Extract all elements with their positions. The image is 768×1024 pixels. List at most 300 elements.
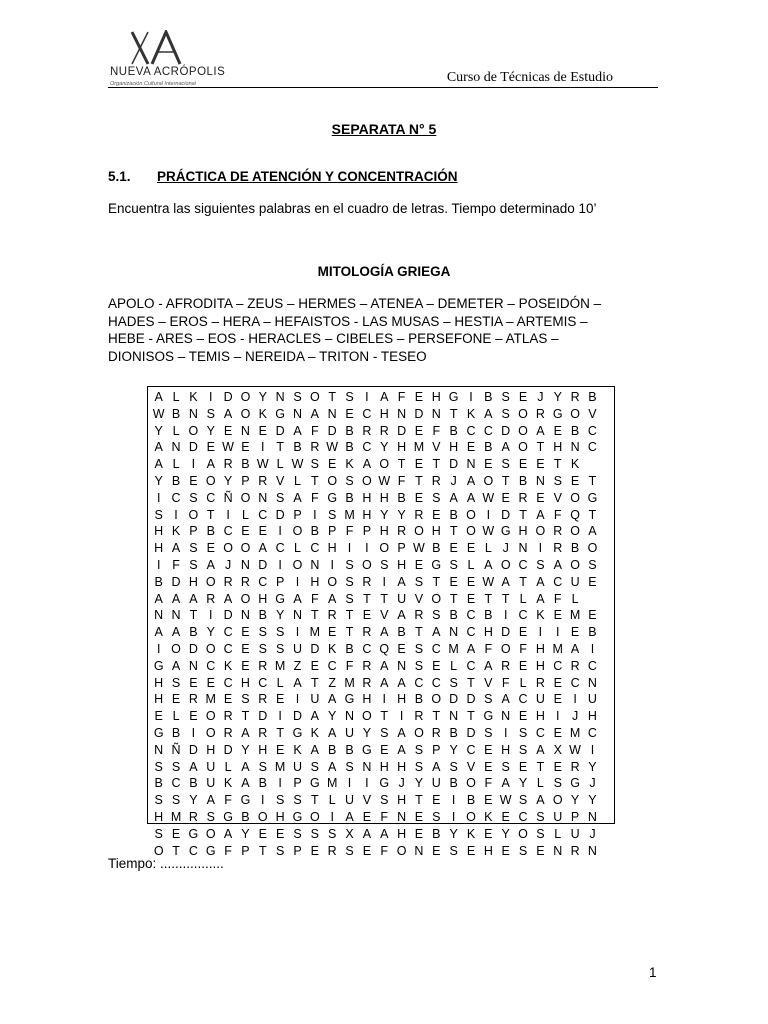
- grid-letter: A: [328, 726, 337, 740]
- grid-letter: T: [484, 591, 493, 606]
- grid-letter: H: [397, 826, 407, 841]
- grid-letter: F: [397, 390, 406, 404]
- grid-letter: V: [553, 490, 562, 505]
- grid-letter: H: [258, 591, 268, 606]
- grid-letter: K: [293, 742, 302, 757]
- grid-letter: E: [275, 692, 285, 707]
- grid-letter: S: [518, 793, 528, 808]
- grid-letter: E: [536, 843, 545, 858]
- grid-letter: O: [500, 642, 511, 656]
- grid-letter: T: [380, 709, 389, 724]
- grid-letter: L: [224, 759, 232, 774]
- grid-letter: E: [518, 625, 528, 640]
- grid-letter: S: [484, 692, 493, 707]
- grid-letter: E: [588, 574, 597, 589]
- grid-letter: G: [431, 558, 442, 572]
- grid-letter: E: [432, 658, 441, 673]
- grid-letter: E: [553, 423, 562, 438]
- grid-letter: E: [414, 810, 424, 824]
- grid-letter: N: [171, 440, 181, 455]
- grid-letter: D: [223, 742, 233, 757]
- grid-letter: E: [501, 490, 510, 505]
- grid-letter: C: [466, 625, 476, 640]
- grid-letter: E: [414, 423, 424, 438]
- grid-letter: O: [466, 524, 476, 539]
- grid-letter: D: [449, 457, 459, 472]
- grid-letter: P: [189, 524, 198, 539]
- word-list-line: HADES – EROS – HERA – HEFAISTOS - LAS MUSAS – HESTIA – ARTEMIS –: [108, 313, 588, 329]
- grid-letter: H: [362, 507, 372, 522]
- grid-letter: B: [449, 726, 458, 740]
- grid-letter: A: [293, 490, 302, 505]
- grid-letter: B: [189, 776, 198, 791]
- grid-letter: Y: [206, 625, 215, 640]
- grid-letter: B: [449, 776, 458, 791]
- grid-letter: G: [587, 490, 598, 505]
- grid-letter: O: [205, 709, 216, 724]
- grid-letter: S: [414, 658, 424, 673]
- grid-letter: S: [206, 810, 215, 824]
- grid-letter: C: [206, 658, 216, 673]
- grid-letter: E: [241, 658, 250, 673]
- grid-letter: I: [365, 390, 369, 404]
- grid-letter: B: [432, 541, 441, 556]
- grid-letter: G: [448, 390, 459, 404]
- grid-letter: I: [226, 507, 230, 522]
- grid-letter: M: [413, 440, 425, 455]
- grid-letter: I: [261, 440, 265, 455]
- grid-letter: T: [363, 591, 371, 606]
- grid-letter: I: [347, 541, 352, 556]
- grid-letter: S: [241, 692, 250, 707]
- grid-letter: T: [449, 524, 458, 539]
- grid-letter: U: [292, 642, 302, 656]
- grid-letter: T: [415, 793, 423, 808]
- grid-letter: A: [484, 558, 493, 572]
- grid-letter: B: [345, 742, 354, 757]
- grid-letter: T: [519, 507, 527, 522]
- grid-letter: R: [431, 474, 441, 488]
- grid-letter: S: [414, 742, 424, 757]
- grid-letter: R: [310, 440, 320, 455]
- word-list-line: HEBE - ARES – EOS - HERACLES – CIBELES – PERSEFONE – ATLAS –: [108, 331, 559, 346]
- grid-letter: O: [518, 406, 528, 421]
- grid-letter: A: [536, 591, 545, 606]
- grid-letter: I: [451, 793, 456, 808]
- time-field: Tiempo: .................: [108, 856, 224, 871]
- grid-letter: D: [501, 625, 511, 640]
- grid-letter: H: [449, 440, 459, 455]
- grid-letter: A: [241, 759, 250, 774]
- grid-letter: M: [274, 658, 286, 673]
- grid-letter: I: [556, 625, 560, 640]
- grid-letter: Y: [223, 474, 233, 488]
- grid-letter: H: [535, 642, 545, 656]
- nueva-acropolis-logo: [108, 30, 238, 100]
- grid-letter: H: [501, 742, 511, 757]
- grid-letter: A: [397, 742, 406, 757]
- grid-letter: E: [241, 642, 250, 656]
- grid-letter: T: [397, 457, 406, 472]
- grid-letter: W: [413, 541, 425, 556]
- grid-letter: K: [223, 776, 233, 791]
- grid-letter: T: [345, 608, 354, 623]
- grid-letter: T: [345, 625, 354, 640]
- grid-letter: N: [397, 406, 407, 421]
- grid-letter: R: [553, 524, 563, 539]
- grid-letter: V: [432, 440, 441, 455]
- grid-letter: L: [328, 793, 336, 808]
- grid-letter: E: [466, 843, 476, 858]
- grid-letter: B: [484, 608, 493, 623]
- grid-letter: R: [535, 675, 545, 690]
- grid-letter: N: [188, 658, 198, 673]
- grid-letter: H: [535, 709, 545, 724]
- grid-letter: T: [536, 440, 545, 455]
- grid-letter: U: [570, 826, 580, 841]
- grid-letter: E: [275, 826, 285, 841]
- grid-letter: I: [556, 709, 560, 724]
- grid-letter: E: [553, 608, 562, 623]
- grid-letter: T: [276, 726, 284, 740]
- grid-letter: B: [345, 490, 354, 505]
- grid-letter: D: [449, 692, 459, 707]
- grid-letter: N: [397, 658, 407, 673]
- grid-letter: S: [345, 574, 354, 589]
- grid-letter: H: [327, 541, 337, 556]
- grid-letter: S: [345, 474, 354, 488]
- grid-letter: F: [311, 423, 319, 438]
- grid-letter: E: [518, 457, 528, 472]
- grid-letter: E: [484, 793, 493, 808]
- grid-letter: D: [258, 558, 268, 572]
- grid-letter: A: [501, 574, 510, 589]
- logo-name: NUEVA ACRÓPOLIS: [110, 66, 226, 78]
- grid-letter: A: [258, 541, 267, 556]
- grid-letter: T: [172, 843, 180, 858]
- header-divider: [108, 87, 658, 88]
- grid-letter: I: [573, 692, 577, 707]
- grid-letter: E: [189, 675, 198, 690]
- grid-letter: A: [380, 826, 389, 841]
- grid-letter: E: [466, 541, 476, 556]
- grid-letter: G: [483, 709, 494, 724]
- grid-letter: E: [223, 423, 233, 438]
- grid-letter: N: [240, 558, 250, 572]
- grid-letter: E: [536, 457, 545, 472]
- grid-letter: R: [362, 423, 372, 438]
- grid-letter: E: [553, 726, 562, 740]
- grid-letter: N: [449, 709, 459, 724]
- grid-letter: C: [171, 776, 181, 791]
- grid-letter: E: [362, 608, 372, 623]
- grid-letter: T: [588, 507, 597, 522]
- grid-letter: I: [295, 625, 300, 640]
- grid-letter: H: [258, 742, 268, 757]
- grid-letter: S: [380, 793, 389, 808]
- grid-letter: G: [362, 742, 372, 757]
- grid-letter: B: [328, 742, 337, 757]
- grid-letter: A: [328, 591, 337, 606]
- grid-letter: T: [553, 457, 562, 472]
- grid-letter: H: [154, 810, 164, 824]
- grid-letter: C: [362, 642, 372, 656]
- grid-letter: S: [345, 558, 354, 572]
- grid-letter: E: [484, 826, 493, 841]
- grid-letter: K: [466, 826, 476, 841]
- grid-letter: G: [344, 692, 355, 707]
- grid-letter: E: [466, 440, 476, 455]
- grid-letter: S: [501, 406, 510, 421]
- grid-letter: B: [449, 423, 458, 438]
- grid-letter: G: [240, 793, 251, 808]
- grid-letter: A: [536, 507, 545, 522]
- grid-letter: E: [484, 457, 493, 472]
- grid-letter: K: [310, 726, 319, 740]
- grid-letter: W: [482, 574, 495, 589]
- grid-letter: E: [501, 843, 510, 858]
- grid-letter: E: [206, 541, 215, 556]
- grid-letter: A: [328, 759, 337, 774]
- grid-letter: T: [432, 457, 441, 472]
- grid-letter: P: [293, 507, 302, 522]
- grid-letter: E: [432, 793, 441, 808]
- grid-letter: N: [171, 608, 181, 623]
- grid-letter: G: [292, 810, 303, 824]
- word-list-line: APOLO - AFRODITA – ZEUS – HERMES – ATENEA – DEMETER – POSEIDÓN –: [108, 296, 602, 311]
- grid-letter: R: [188, 810, 198, 824]
- grid-letter: P: [362, 524, 372, 539]
- grid-letter: T: [311, 675, 319, 690]
- grid-letter: O: [240, 591, 251, 606]
- grid-letter: L: [484, 541, 492, 556]
- grid-letter: O: [240, 406, 251, 421]
- grid-letter: E: [310, 843, 319, 858]
- grid-letter: B: [171, 726, 181, 740]
- grid-letter: C: [518, 608, 528, 623]
- grid-letter: O: [327, 474, 338, 488]
- grid-letter: S: [518, 726, 528, 740]
- grid-letter: C: [466, 608, 476, 623]
- grid-letter: O: [205, 642, 216, 656]
- grid-letter: T: [258, 843, 267, 858]
- grid-letter: U: [535, 692, 545, 707]
- grid-letter: N: [587, 675, 597, 690]
- grid-letter: C: [171, 490, 181, 505]
- grid-letter: T: [501, 591, 510, 606]
- grid-letter: H: [188, 574, 198, 589]
- grid-letter: I: [382, 574, 386, 589]
- grid-letter: V: [414, 591, 424, 606]
- grid-letter: S: [449, 558, 458, 572]
- grid-letter: I: [278, 709, 282, 724]
- grid-letter: S: [293, 793, 302, 808]
- grid-letter: A: [588, 524, 597, 539]
- grid-letter: C: [206, 490, 216, 505]
- grid-letter: S: [432, 810, 441, 824]
- grid-letter: E: [362, 843, 372, 858]
- grid-letter: R: [362, 675, 372, 690]
- grid-letter: D: [292, 709, 302, 724]
- grid-letter: M: [309, 625, 321, 640]
- grid-letter: C: [466, 423, 476, 438]
- grid-letter: U: [292, 759, 302, 774]
- grid-letter: S: [345, 591, 354, 606]
- grid-letter: U: [206, 776, 216, 791]
- grid-letter: N: [431, 406, 441, 421]
- grid-letter: R: [362, 658, 372, 673]
- grid-letter: L: [172, 390, 180, 404]
- grid-letter: S: [501, 759, 510, 774]
- grid-letter: H: [154, 541, 164, 556]
- grid-letter: E: [206, 675, 215, 690]
- grid-letter: O: [153, 843, 164, 858]
- grid-letter: S: [171, 793, 181, 808]
- grid-letter: K: [189, 390, 198, 404]
- grid-letter: Y: [380, 440, 389, 455]
- grid-letter: S: [328, 826, 337, 841]
- grid-letter: L: [519, 591, 527, 606]
- grid-letter: Q: [379, 642, 390, 656]
- grid-letter: S: [449, 675, 458, 690]
- grid-letter: C: [570, 675, 580, 690]
- grid-letter: A: [570, 642, 580, 656]
- grid-letter: E: [484, 759, 493, 774]
- grid-letter: T: [311, 793, 319, 808]
- grid-letter: S: [380, 558, 389, 572]
- grid-letter: J: [502, 541, 509, 556]
- grid-letter: L: [294, 474, 301, 488]
- grid-letter: G: [205, 843, 216, 858]
- grid-letter: A: [380, 658, 389, 673]
- grid-letter: B: [345, 642, 354, 656]
- grid-letter: R: [362, 574, 372, 589]
- grid-letter: I: [347, 776, 352, 791]
- grid-letter: A: [501, 776, 510, 791]
- grid-letter: E: [206, 440, 215, 455]
- grid-letter: K: [466, 406, 476, 421]
- grid-letter: H: [553, 440, 563, 455]
- grid-letter: R: [414, 608, 424, 623]
- grid-letter: S: [536, 558, 545, 572]
- grid-letter: R: [327, 608, 337, 623]
- grid-letter: C: [553, 658, 563, 673]
- grid-letter: W: [499, 793, 512, 808]
- word-list-line: DIONISOS – TEMIS – NEREIDA – TRITON - TESEO: [108, 348, 427, 364]
- grid-letter: C: [483, 423, 493, 438]
- grid-letter: C: [275, 541, 285, 556]
- grid-letter: Y: [154, 423, 163, 438]
- grid-letter: B: [588, 625, 597, 640]
- grid-letter: S: [328, 507, 337, 522]
- grid-letter: S: [171, 675, 181, 690]
- grid-letter: A: [553, 558, 562, 572]
- grid-letter: A: [466, 490, 476, 505]
- grid-letter: B: [414, 692, 424, 707]
- grid-letter: B: [518, 474, 528, 488]
- grid-letter: O: [518, 440, 528, 455]
- grid-letter: O: [466, 810, 476, 824]
- grid-letter: A: [380, 625, 389, 640]
- grid-letter: I: [278, 558, 282, 572]
- grid-letter: U: [345, 726, 355, 740]
- grid-letter: F: [553, 591, 562, 606]
- grid-letter: T: [588, 474, 597, 488]
- grid-letter: Y: [380, 507, 389, 522]
- grid-letter: H: [535, 658, 545, 673]
- grid-letter: P: [241, 843, 250, 858]
- grid-letter: N: [397, 810, 407, 824]
- grid-letter: G: [552, 406, 563, 421]
- grid-letter: G: [275, 406, 285, 421]
- grid-letter: W: [222, 440, 234, 455]
- grid-letter: U: [431, 776, 441, 791]
- grid-letter: N: [310, 558, 320, 572]
- grid-letter: R: [223, 726, 233, 740]
- grid-letter: N: [535, 474, 545, 488]
- grid-letter: A: [171, 541, 181, 556]
- grid-letter: U: [397, 591, 407, 606]
- grid-letter: S: [310, 826, 319, 841]
- grid-letter: N: [258, 490, 268, 505]
- word-list-title: MITOLOGÍA GRIEGA: [317, 264, 451, 279]
- grid-letter: A: [397, 608, 406, 623]
- grid-letter: N: [292, 608, 302, 623]
- grid-letter: M: [170, 810, 182, 824]
- grid-letter: N: [275, 390, 285, 404]
- grid-letter: O: [188, 507, 199, 522]
- grid-letter: F: [380, 810, 389, 824]
- grid-letter: H: [379, 406, 389, 421]
- grid-letter: C: [535, 726, 545, 740]
- grid-letter: R: [414, 709, 424, 724]
- grid-letter: L: [294, 541, 301, 556]
- grid-letter: S: [275, 490, 285, 505]
- grid-letter: C: [258, 574, 268, 589]
- grid-letter: I: [156, 558, 161, 572]
- grid-letter: O: [570, 406, 580, 421]
- grid-letter: N: [553, 843, 563, 858]
- grid-letter: A: [397, 726, 406, 740]
- grid-letter: O: [171, 642, 181, 656]
- grid-letter: A: [154, 625, 163, 640]
- grid-letter: S: [536, 826, 545, 841]
- grid-letter: A: [380, 675, 389, 690]
- grid-letter: A: [310, 406, 319, 421]
- grid-letter: N: [414, 843, 424, 858]
- grid-letter: P: [275, 574, 285, 589]
- grid-letter: F: [172, 558, 180, 572]
- grid-letter: K: [536, 608, 545, 623]
- grid-letter: L: [519, 675, 527, 690]
- grid-letter: A: [345, 810, 354, 824]
- grid-letter: F: [311, 591, 319, 606]
- grid-letter: S: [536, 810, 545, 824]
- grid-letter: T: [380, 591, 389, 606]
- grid-letter: S: [484, 726, 493, 740]
- grid-letter: A: [154, 591, 163, 606]
- grid-letter: E: [345, 406, 354, 421]
- grid-letter: H: [206, 742, 216, 757]
- grid-letter: H: [240, 675, 250, 690]
- grid-letter: O: [309, 390, 320, 404]
- grid-letter: N: [292, 406, 302, 421]
- grid-letter: R: [223, 457, 233, 472]
- grid-letter: S: [414, 574, 424, 589]
- grid-letter: F: [224, 793, 232, 808]
- grid-letter: C: [258, 675, 268, 690]
- grid-letter: T: [467, 675, 475, 690]
